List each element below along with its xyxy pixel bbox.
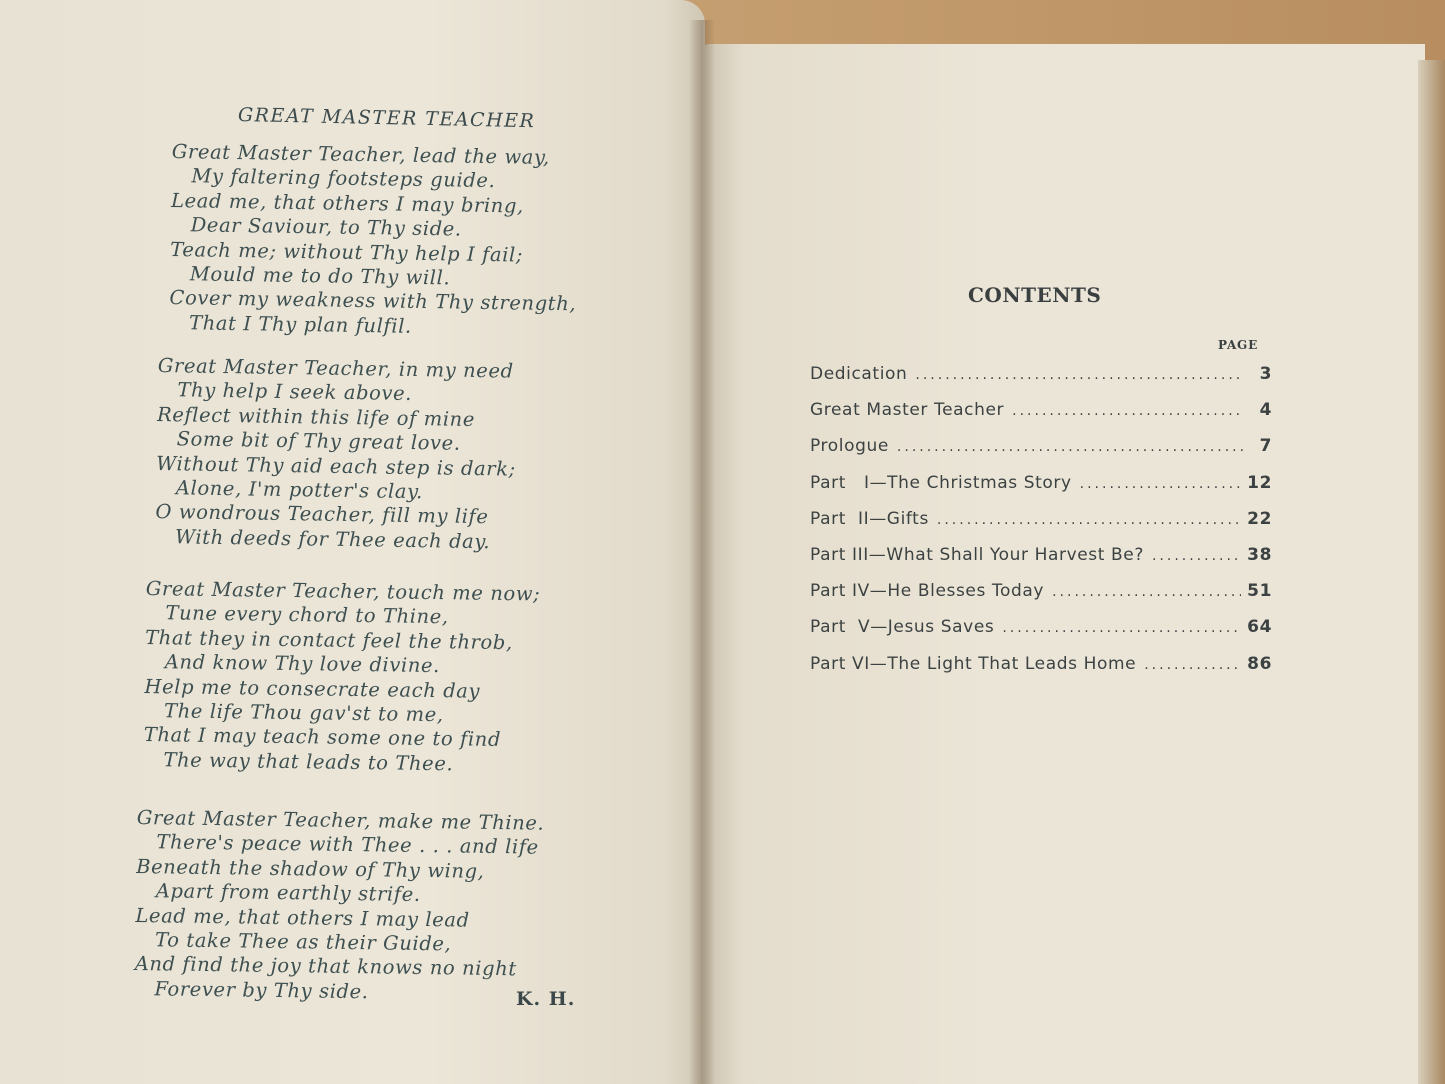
toc-leader-dots — [1152, 548, 1241, 564]
toc-entry-label: Part II—Gifts — [810, 508, 929, 529]
poem-line: Forever by Thy side. — [154, 977, 369, 1004]
toc-entry — [810, 436, 1272, 472]
poem-line: Mould me to do Thy will. — [189, 262, 451, 290]
toc-leader-dots — [897, 439, 1244, 455]
poem-line: That I may teach some one to find — [143, 723, 502, 752]
toc-entry — [810, 545, 1272, 581]
poem-line: Without Thy aid each step is dark; — [156, 451, 516, 481]
poem-line: The way that leads to Thee. — [163, 748, 454, 776]
page-edge — [1418, 60, 1445, 1084]
toc-leader-dots — [1012, 403, 1244, 419]
poem-line: Help me to consecrate each day — [144, 674, 481, 703]
poem-line: Great Master Teacher, make me Thine. — [136, 806, 545, 835]
poem-line: Teach me; without Thy help I fail; — [170, 237, 524, 267]
toc-entry-page: 86 — [1247, 653, 1272, 674]
poem-line: The life Thou gav'st to me, — [163, 699, 444, 727]
toc-leader-dots — [937, 512, 1241, 528]
toc-entry — [810, 654, 1272, 690]
poem-title: GREAT MASTER TEACHER — [237, 104, 536, 133]
toc-entry-page: 12 — [1247, 472, 1272, 493]
toc-entry-page: 51 — [1247, 581, 1272, 602]
poem-line: There's peace with Thee . . . and life — [156, 830, 539, 860]
toc-entry — [810, 509, 1272, 545]
page-column-header: PAGE — [1218, 338, 1259, 352]
poem-line: Dear Saviour, to Thy side. — [190, 213, 462, 241]
toc-entry-label: Great Master Teacher — [810, 400, 1005, 421]
toc-entry-label: Dedication — [810, 364, 908, 384]
poem-line: With deeds for Thee each day. — [174, 525, 491, 554]
poem-line: Great Master Teacher, lead the way, — [171, 140, 550, 169]
toc-entry — [810, 581, 1272, 617]
poem-line: That they in contact feel the throb, — [144, 625, 513, 654]
toc-entry — [810, 617, 1272, 653]
poem-line: And find the joy that knows no night — [134, 952, 517, 981]
poem-line: My faltering footsteps guide. — [191, 164, 496, 193]
poem-line: Tune every chord to Thine, — [165, 601, 449, 629]
poem-line: Reflect within this life of mine — [156, 402, 476, 431]
toc-entry-label: Prologue — [810, 436, 889, 457]
toc-leader-dots — [1002, 620, 1241, 636]
toc-entry-label: Part IV—He Blesses Today — [810, 581, 1045, 602]
poem-line: To take Thee as their Guide, — [154, 928, 452, 956]
toc-entry-label: Part VI—The Light That Leads Home — [810, 653, 1137, 674]
table-of-contents — [810, 364, 1272, 690]
poem-stanza-1 — [169, 140, 579, 342]
toc-leader-dots — [1144, 657, 1241, 673]
poem-signature: K. H. — [516, 988, 576, 1010]
toc-leader-dots — [915, 367, 1244, 383]
toc-entry-page: 38 — [1247, 544, 1272, 565]
poem-stanza-3 — [143, 577, 540, 778]
poem-line: Alone, I'm potter's clay. — [175, 476, 424, 504]
poem-stanza-4 — [134, 806, 544, 1007]
poem-line: O wondrous Teacher, fill my life — [155, 500, 489, 529]
toc-leader-dots — [1052, 584, 1241, 600]
poem-line: Lead me, that others I may bring, — [170, 188, 524, 218]
poem-line: Beneath the shadow of Thy wing, — [135, 854, 485, 883]
poem-stanza-2 — [155, 354, 518, 555]
book-gutter — [690, 20, 714, 1084]
toc-entry — [810, 400, 1272, 436]
poem-line: Apart from earthly strife. — [155, 879, 421, 907]
toc-entry-page: 3 — [1259, 364, 1272, 384]
contents-title: CONTENTS — [968, 283, 1102, 307]
toc-entry-page: 22 — [1247, 508, 1272, 529]
toc-leader-dots — [1080, 476, 1242, 492]
poem-line: Cover my weakness with Thy strength, — [169, 286, 577, 316]
toc-entry-page: 64 — [1247, 617, 1272, 638]
poem-line: That I Thy plan fulfil. — [188, 311, 413, 338]
toc-entry-page: 7 — [1259, 436, 1272, 457]
poem-line: Great Master Teacher, touch me now; — [145, 577, 541, 606]
poem-line: Some bit of Thy great love. — [176, 427, 461, 455]
toc-entry — [810, 473, 1272, 509]
poem-line: Lead me, that others I may lead — [135, 903, 470, 932]
toc-entry-label: Part V—Jesus Saves — [810, 617, 995, 638]
toc-entry-label: Part I—The Christmas Story — [810, 472, 1072, 493]
toc-entry-label: Part III—What Shall Your Harvest Be? — [810, 544, 1144, 565]
toc-entry — [810, 364, 1272, 400]
toc-entry-page: 4 — [1259, 400, 1272, 421]
poem-line: Great Master Teacher, in my need — [157, 354, 514, 383]
poem-line: And know Thy love divine. — [164, 650, 441, 678]
poem-line: Thy help I seek above. — [177, 378, 413, 406]
